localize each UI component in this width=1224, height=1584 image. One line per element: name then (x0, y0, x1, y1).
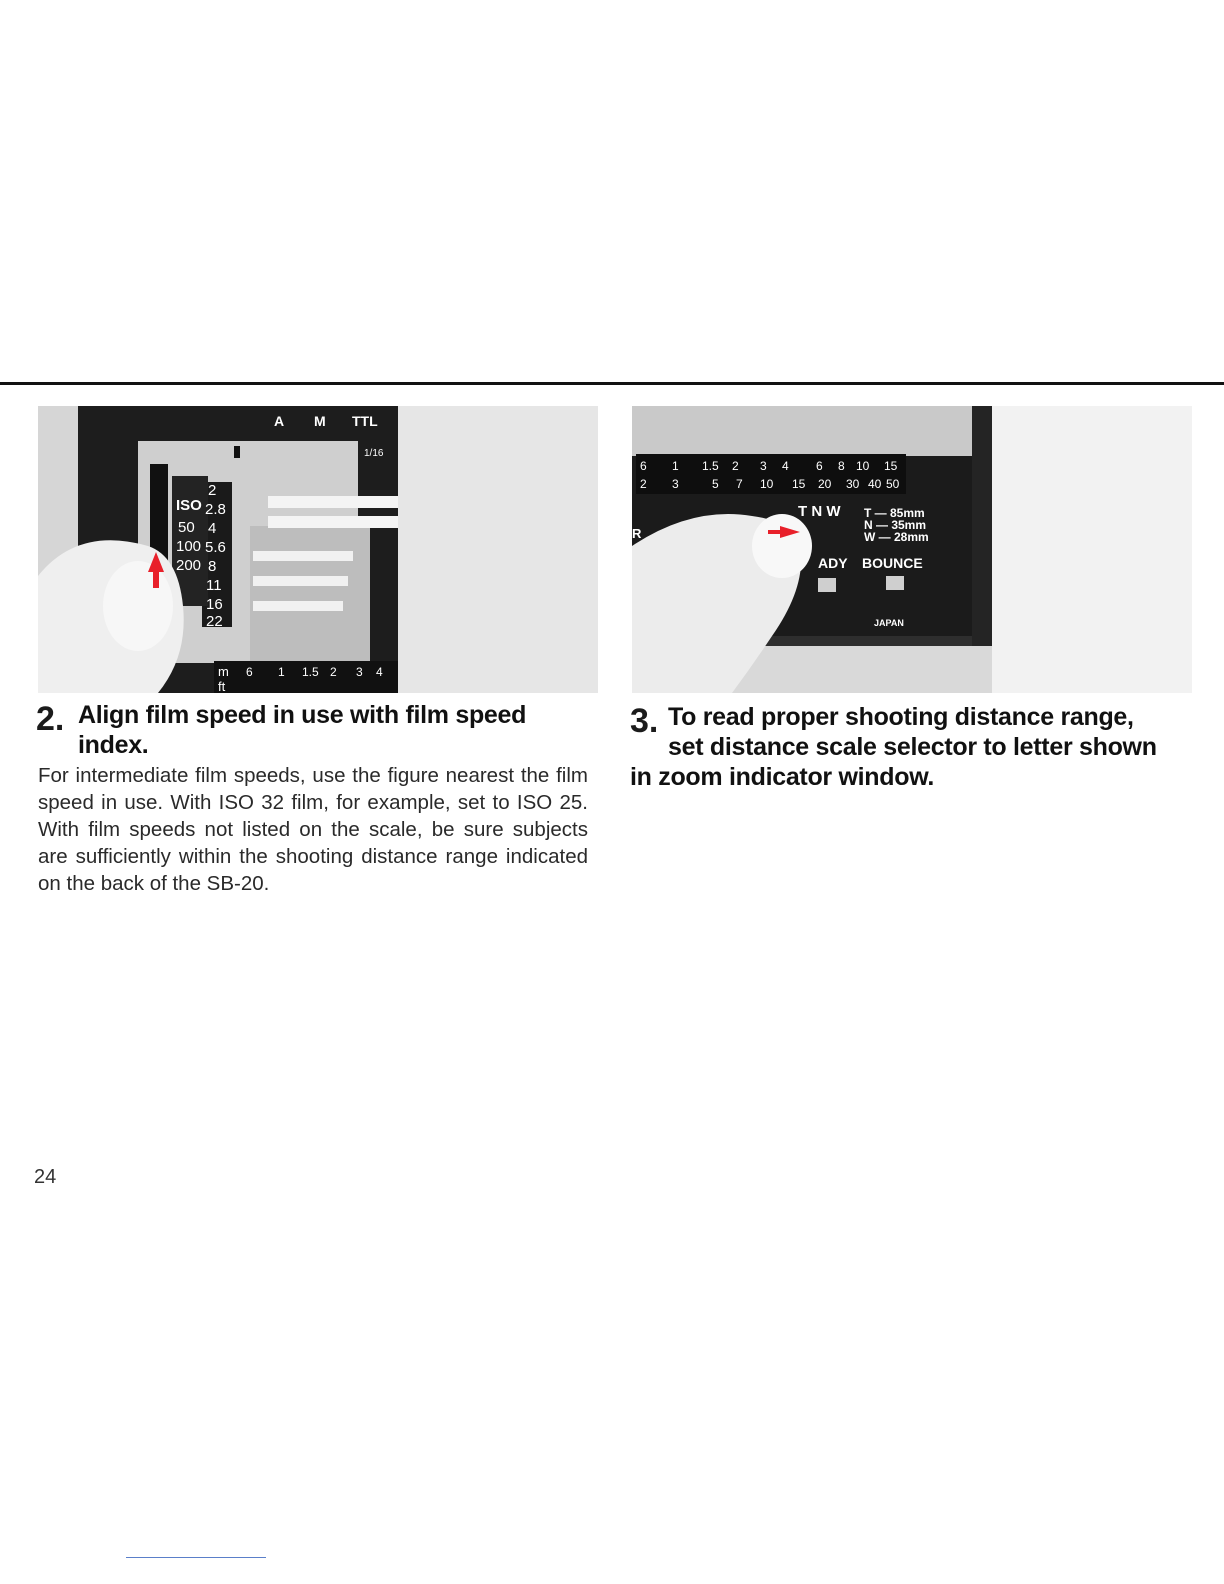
step-3-title (630, 702, 1210, 792)
step-2-body: For intermediate film speeds, use the figure nearest the film speed in use. With ISO 32 film, for example, set to ISO 25. With film speeds not listed on the scale, be sure subjects are sufficiently within the shooting distance range indicated on the back of the SB-20. (38, 764, 588, 895)
scale-row2-8: 40 (868, 477, 882, 491)
scale-row1-0: 6 (640, 459, 647, 473)
iso-label: ISO (176, 497, 202, 514)
scale-row1-1: 1 (672, 459, 679, 473)
step-3-number: 3. (630, 702, 659, 740)
zoom-w: W — 28mm (864, 530, 929, 544)
scale-m-2: 1.5 (302, 665, 319, 679)
scale-row1-2: 1.5 (702, 459, 719, 473)
iso-100: 100 (176, 538, 202, 555)
aperture-2: 2 (208, 482, 217, 499)
scale-row2-6: 20 (818, 477, 832, 491)
japan-label: JAPAN (874, 618, 904, 628)
scale-row1-8: 10 (856, 459, 870, 473)
step-3-title-line3: in zoom indicator window. (630, 763, 935, 791)
aperture-4: 4 (208, 520, 217, 537)
scale-row1-9: 15 (884, 459, 898, 473)
fraction-label: 1/16 (364, 448, 384, 459)
page-number: 24 (34, 1166, 57, 1188)
zoom-letters: T N W (798, 503, 841, 520)
ready-label: ADY (818, 555, 848, 571)
film-speed-dial-illustration (38, 406, 598, 693)
bounce-label: BOUNCE (862, 555, 923, 571)
step-3-title-line1: To read proper shooting distance range, (668, 703, 1134, 731)
scale-m-3: 2 (330, 665, 337, 679)
mode-label-ttl: TTL (352, 413, 378, 429)
step-2-title-line2: index. (78, 731, 149, 759)
film-speed-dial-photo (38, 406, 598, 693)
zoom-indicator-illustration (632, 406, 1192, 693)
top-rule (0, 382, 1224, 385)
scale-row2-5: 15 (792, 477, 806, 491)
scale-row2-1: 3 (672, 477, 679, 491)
step-3-title-line2: set distance scale selector to letter shown (668, 733, 1157, 761)
zoom-indicator-photo (632, 406, 1192, 693)
iso-200: 200 (176, 557, 202, 574)
scale-m-5: 4 (376, 665, 383, 679)
scale-row1-4: 3 (760, 459, 767, 473)
scale-m-1: 1 (278, 665, 285, 679)
scale-row1-7: 8 (838, 459, 845, 473)
aperture-16: 16 (206, 596, 223, 613)
zoom-n: N — 35mm (864, 518, 927, 532)
scale-row2-4: 10 (760, 477, 774, 491)
footer-line (126, 1557, 266, 1558)
aperture-5-6: 5.6 (205, 539, 226, 556)
unit-m: m (218, 664, 229, 679)
aperture-2-8: 2.8 (205, 501, 226, 518)
scale-row2-9: 50 (886, 477, 900, 491)
step-2-title (78, 700, 598, 760)
step-2-number: 2. (36, 700, 65, 738)
scale-row1-6: 6 (816, 459, 823, 473)
step-2-title-line1: Align film speed in use with film speed (78, 701, 527, 729)
mode-label-m: M (314, 413, 326, 429)
zoom-t: T — 85mm (864, 506, 925, 520)
unit-ft: ft (218, 679, 226, 693)
scale-row2-0: 2 (640, 477, 647, 491)
iso-50: 50 (178, 519, 195, 536)
aperture-22: 22 (206, 613, 223, 630)
edge-letter: R (632, 526, 642, 541)
aperture-11: 11 (206, 577, 222, 594)
scale-row1-3: 2 (732, 459, 739, 473)
scale-row2-7: 30 (846, 477, 860, 491)
scale-m-0: 6 (246, 665, 253, 679)
scale-row2-2: 5 (712, 477, 719, 491)
aperture-8: 8 (208, 558, 217, 575)
mode-label-a: A (274, 413, 285, 429)
scale-row2-3: 7 (736, 477, 743, 491)
scale-row1-5: 4 (782, 459, 789, 473)
scale-m-4: 3 (356, 665, 363, 679)
